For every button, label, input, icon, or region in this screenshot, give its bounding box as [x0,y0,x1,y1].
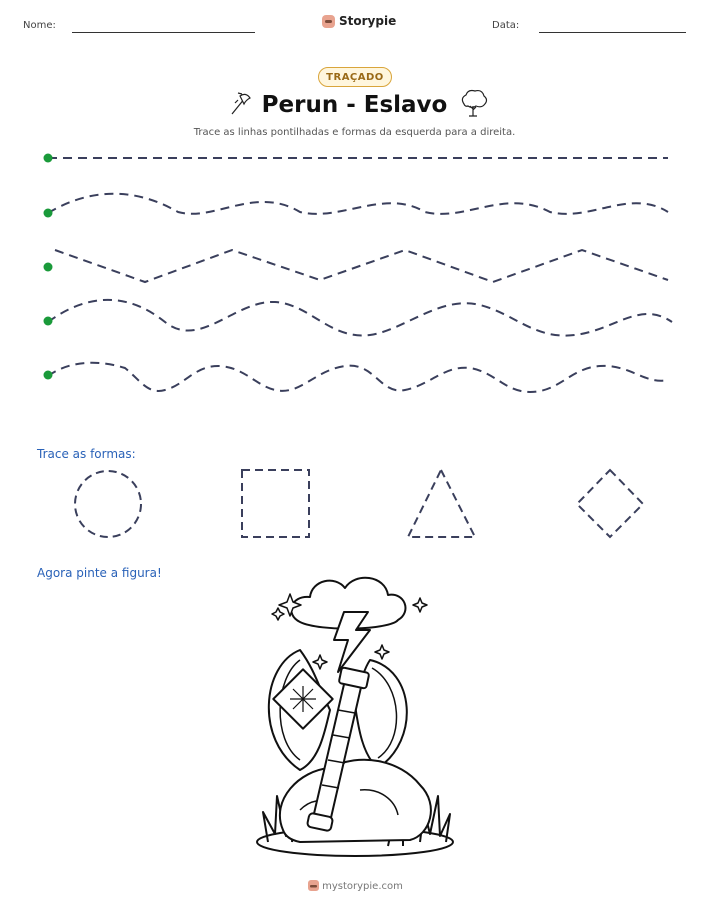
start-dots [44,154,53,380]
page-title: Perun - Eslavo [261,92,448,118]
start-dot [44,263,53,272]
shape-diamond [577,470,643,537]
tracing-lines [48,158,672,392]
date-label: Data: [492,20,520,31]
start-dot [44,317,53,326]
trace-line-zigzag [55,250,668,282]
trace-line-deep-wave [48,363,668,392]
start-dot [44,154,53,163]
activity-badge: TRAÇADO [318,67,392,87]
coloring-image [257,578,453,856]
trace-shapes [75,470,643,537]
brand-name: Storypie [339,14,397,28]
trace-line-wave [48,300,672,336]
shapes-label: Trace as formas: [37,447,136,461]
footer-url [0,881,709,892]
shape-circle [75,471,141,537]
shape-square [242,470,309,537]
start-dot [44,209,53,218]
instructions: Trace as linhas pontilhadas e formas da esquerda para a direita. [193,127,516,138]
footer-text: mystorypie.com [322,881,403,892]
start-dot [44,371,53,380]
name-label: Nome: [23,20,56,31]
trace-line-gentle-wave [48,194,668,214]
coloring-label: Agora pinte a figura! [37,566,162,580]
shape-triangle [408,470,475,537]
